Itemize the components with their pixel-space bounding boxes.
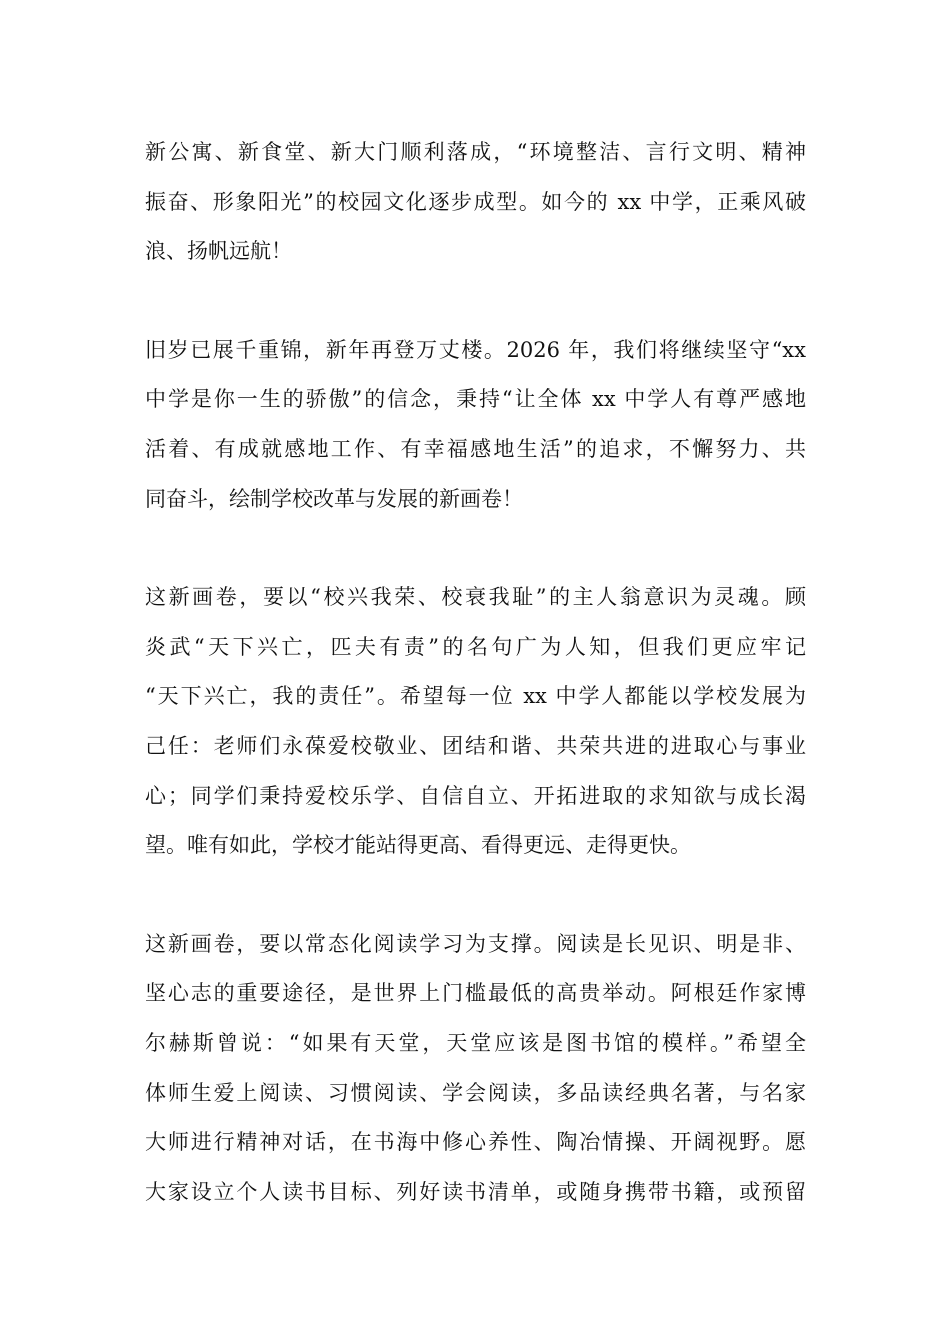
text-line: 炎武“天下兴亡，匹夫有责”的名句广为人知，但我们更应牢记 [145,634,806,659]
text-line: 中学是你一生的骄傲”的信念，秉持“让全体 xx 中学人有尊严感地 [145,387,806,412]
text-line: “天下兴亡，我的责任”。希望每一位 xx 中学人都能以学校发展为 [145,684,806,709]
text-line: 望。唯有如此，学校才能站得更高、看得更远、走得更快。 [145,833,691,858]
text-line: 新公寓、新食堂、新大门顺利落成，“环境整洁、言行文明、精神 [145,140,806,164]
text-line: 大师进行精神对话，在书海中修心养性、陶冶情操、开阔视野。愿 [145,1130,806,1155]
text-line: 这新画卷，要以“校兴我荣、校衰我耻”的主人翁意识为灵魂。顾 [145,585,806,610]
paragraph-2 [145,326,806,524]
paragraph-4 [145,920,806,1218]
text-line: 尔赫斯曾说：“如果有天堂，天堂应该是图书馆的模样。”希望全 [145,1030,806,1055]
text-line: 振奋、形象阳光”的校园文化逐步成型。如今的 xx 中学，正乘风破 [145,189,806,214]
text-line: 旧岁已展千重锦，新年再登万丈楼。2026 年，我们将继续坚守“xx [145,337,806,362]
text-line: 坚心志的重要途径，是世界上门槛最低的高贵举动。阿根廷作家博 [145,981,806,1006]
text-line: 体师生爱上阅读、习惯阅读、学会阅读，多品读经典名著，与名家 [145,1080,806,1105]
text-line: 这新画卷，要以常态化阅读学习为支撑。阅读是长见识、明是非、 [145,931,806,956]
text-line: 心；同学们秉持爱校乐学、自信自立、开拓进取的求知欲与成长渴 [145,783,806,808]
text-line: 活着、有成就感地工作、有幸福感地生活”的追求，不懈努力、共 [145,436,806,461]
text-line: 浪、扬帆远航！ [145,239,292,264]
paragraph-1 [145,128,806,277]
text-line: 己任：老师们永葆爱校敬业、团结和谐、共荣共进的进取心与事业 [145,733,806,758]
text-line: 大家设立个人读书目标、列好读书清单，或随身携带书籍，或预留 [145,1179,806,1204]
text-line: 同奋斗，绘制学校改革与发展的新画卷！ [145,486,523,511]
document-body [145,128,806,1266]
paragraph-3 [145,573,806,871]
